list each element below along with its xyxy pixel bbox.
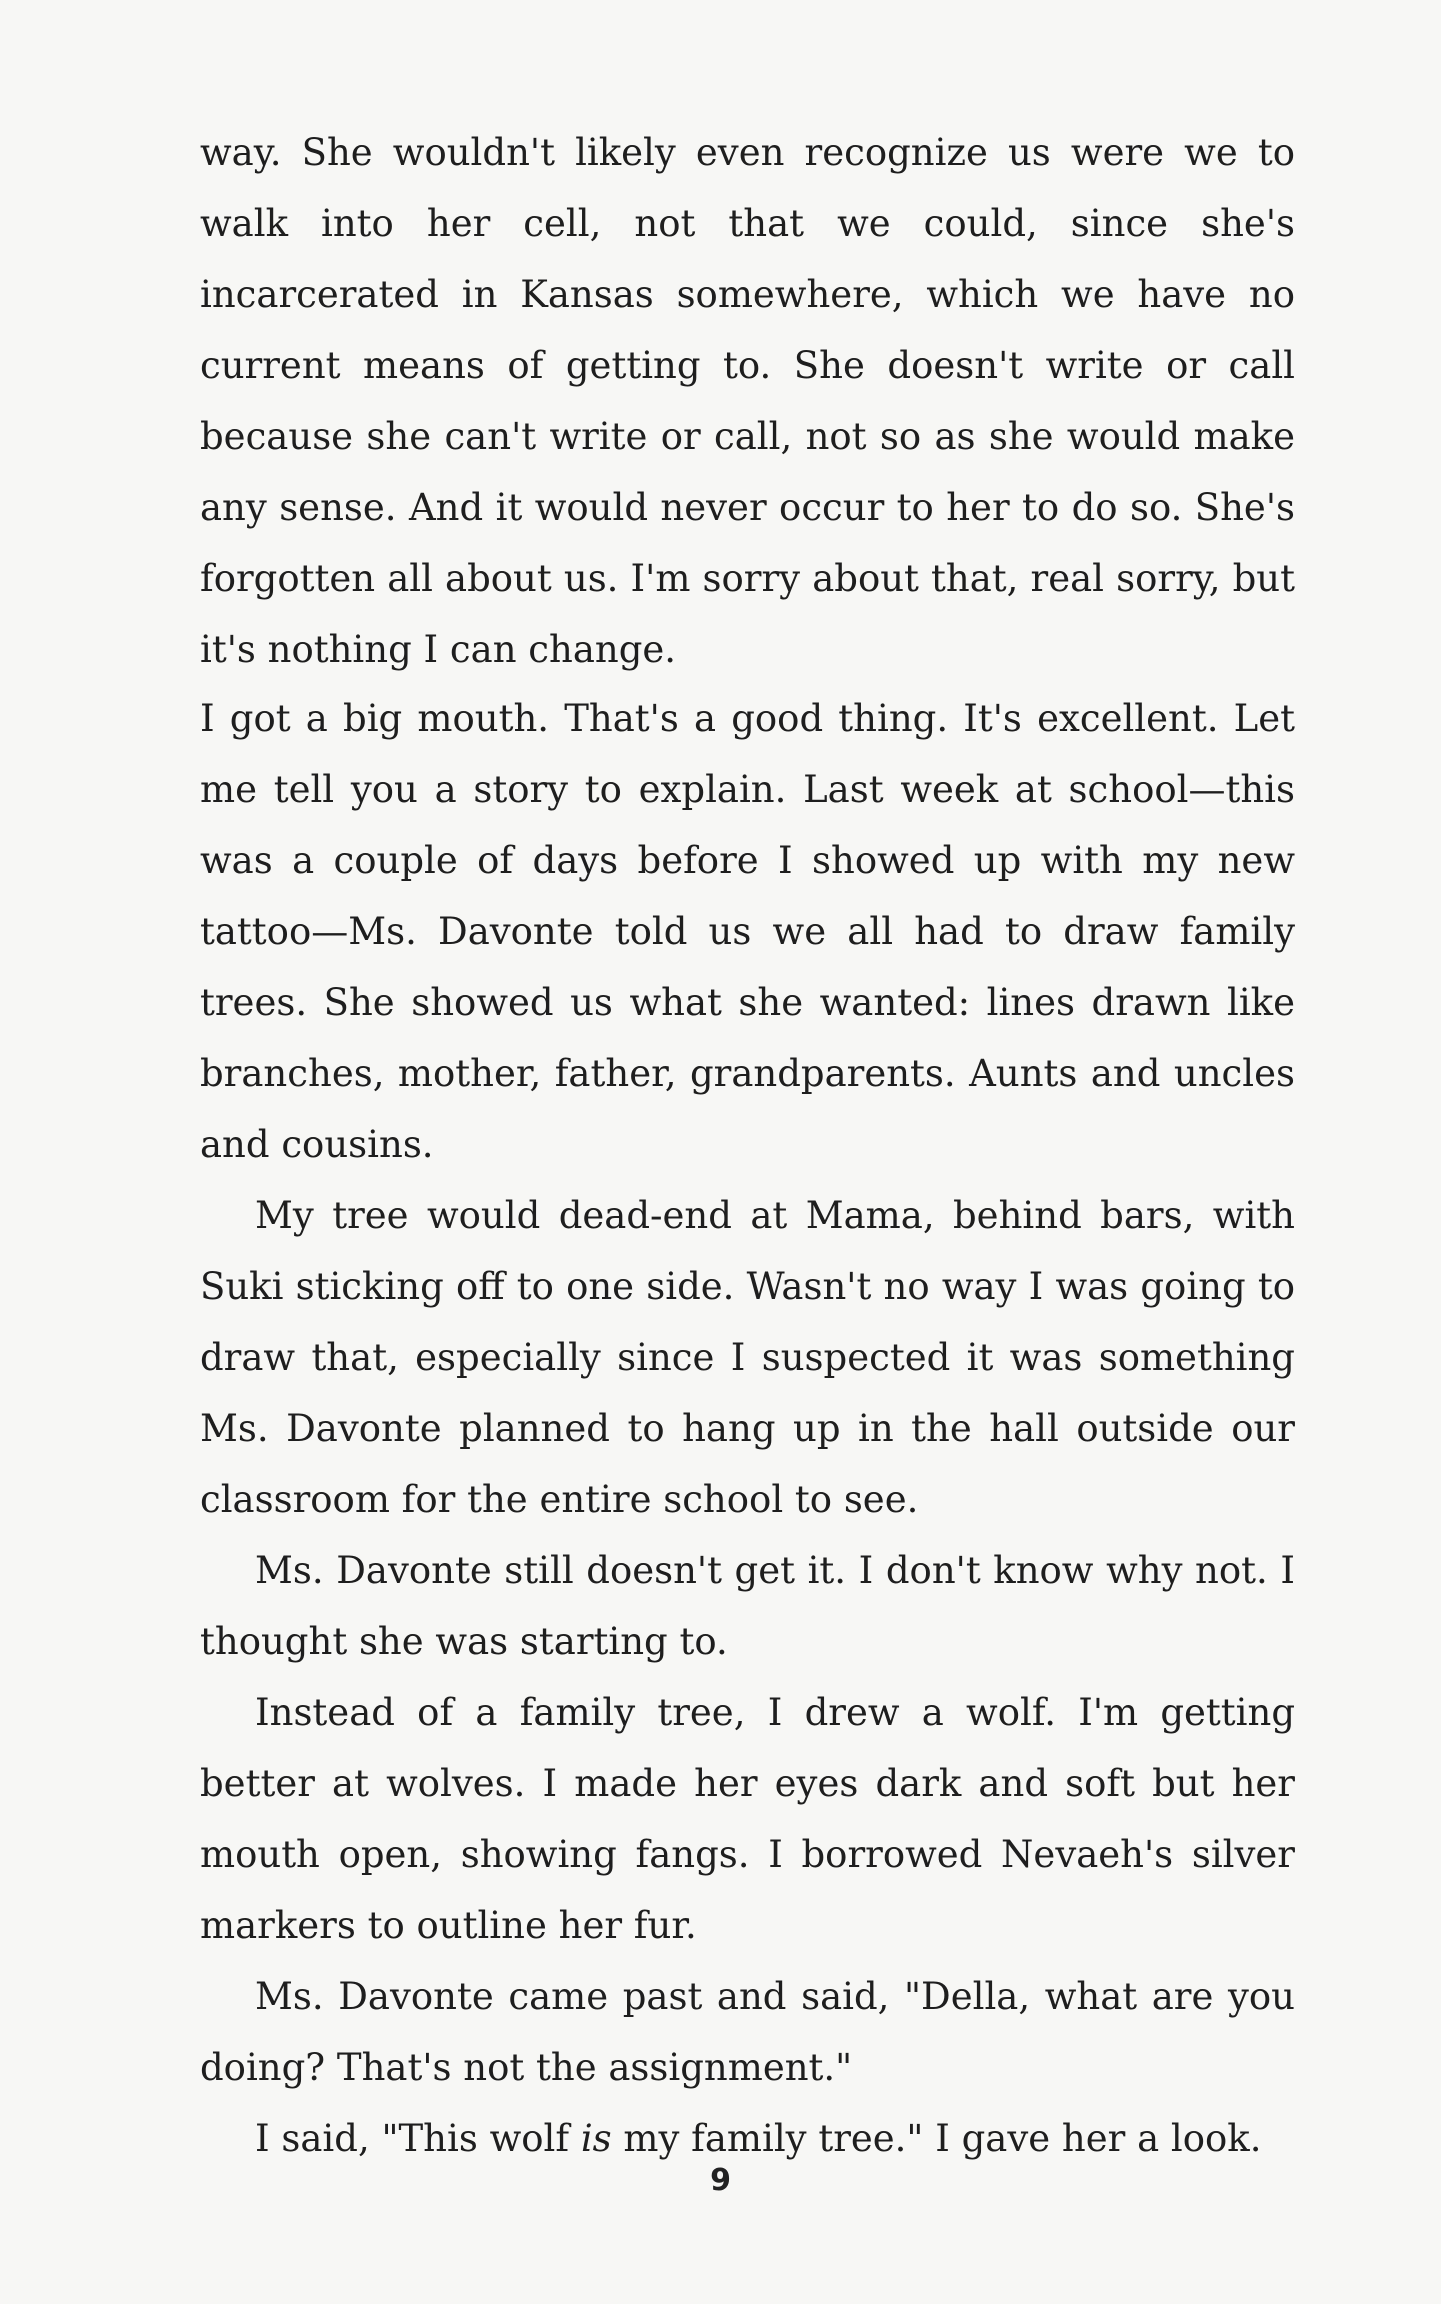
- paragraph-7-emphasis: is: [580, 2117, 612, 2160]
- text-section-2: [200, 683, 1295, 2174]
- paragraph-6: Ms. Davonte came past and said, "Della, what are you doing? That's not the assignment.": [200, 1975, 1295, 2089]
- paragraph-5: Instead of a family tree, I drew a wolf. I'm getting better at wolves. I made her eyes dark and soft but her mouth open, showing fangs. I borrowed Nevaeh's silver markers to outline her fur.: [200, 1691, 1295, 1947]
- page-number: 9: [710, 2163, 731, 2198]
- paragraph-2: I got a big mouth. That's a good thing. It's excellent. Let me tell you a story to explain. Last week at school—this was a couple of days before I showed up with my new tattoo—Ms. Davonte told us we all had to draw family trees. She showed us what she wanted: lines drawn like branches, mother, father, grandparents. Aunts and uncles and cousins.: [200, 697, 1295, 1166]
- text-section-1: [200, 117, 1295, 685]
- paragraph-1: way. She wouldn't likely even recognize us were we to walk into her cell, not that we could, since she's incarcerated in Kansas somewhere, which we have no current means of getting to. She doesn't write or call because she can't write or call, not so as she would make any sense. And it would never occur to her to do so. She's forgotten all about us. I'm sorry about that, real sorry, but it's nothing I can change.: [200, 131, 1295, 671]
- paragraph-4: Ms. Davonte still doesn't get it. I don't know why not. I thought she was starting to.: [200, 1549, 1295, 1663]
- paragraph-7-start: I said, "This wolf: [255, 2117, 581, 2160]
- paragraph-3: My tree would dead-end at Mama, behind bars, with Suki sticking off to one side. Wasn't no way I was going to draw that, especially since I suspected it was something Ms. Davonte planned to hang up in the hall outside our classroom for the entire school to see.: [200, 1194, 1295, 1521]
- paragraph-7-end: my family tree." I gave her a look.: [611, 2117, 1262, 2160]
